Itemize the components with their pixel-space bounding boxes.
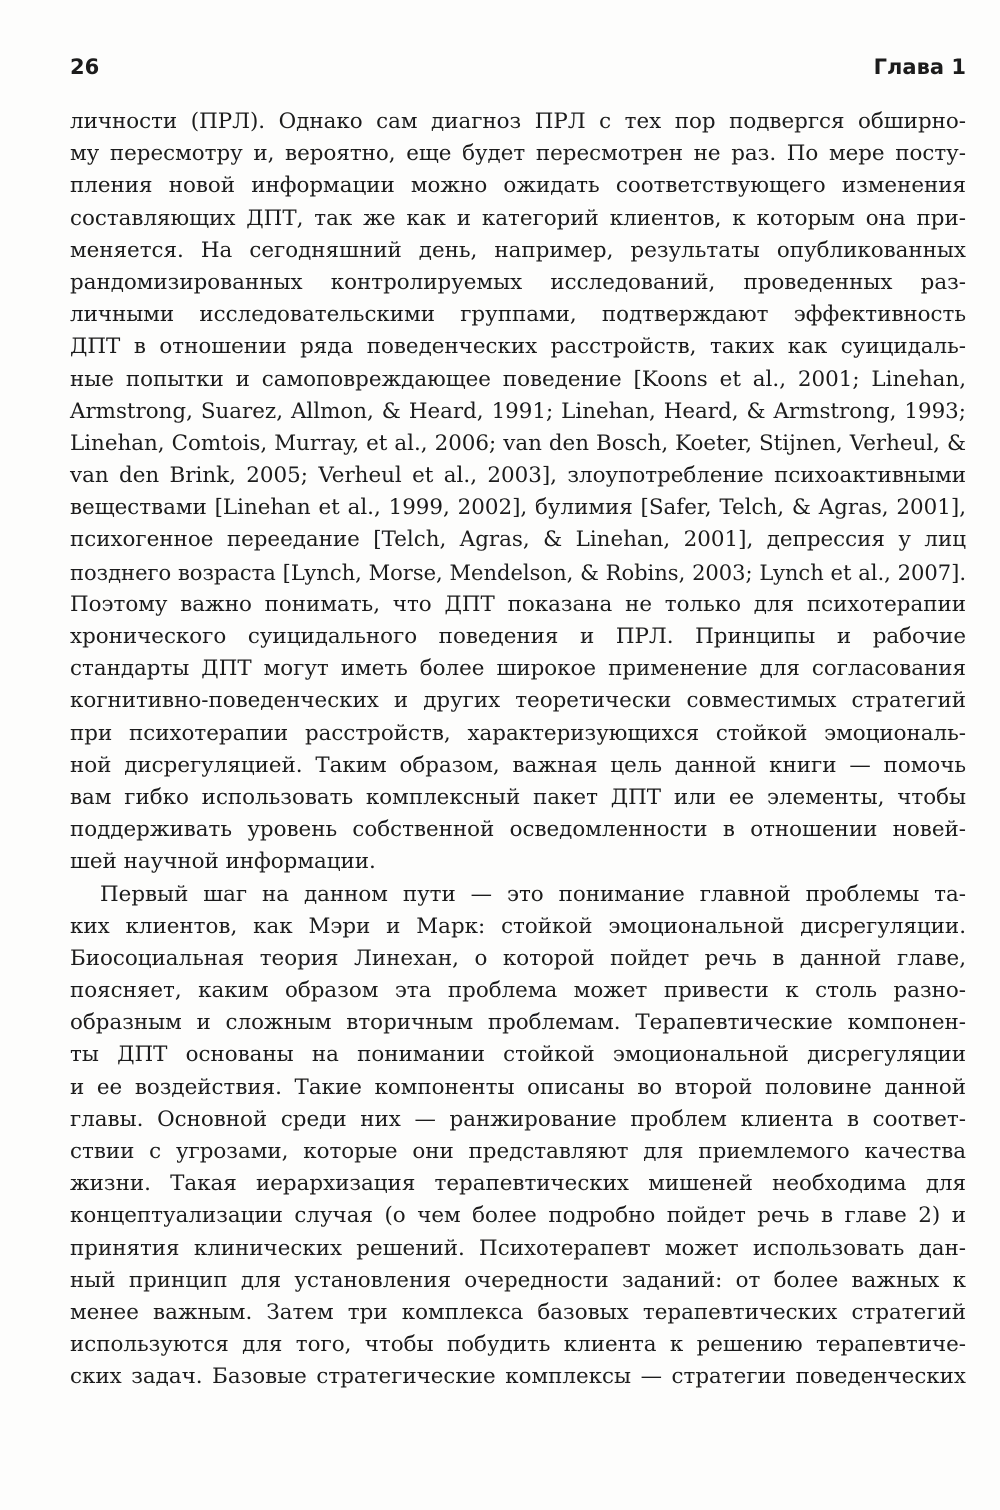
body-text bbox=[70, 106, 966, 1394]
chapter-title: Глава 1 bbox=[873, 55, 966, 79]
text-line: поясняет, каким образом эта проблема может привести к столь разно- bbox=[70, 978, 966, 1004]
page-number: 26 bbox=[70, 55, 100, 79]
text-line: личности (ПРЛ). Однако сам диагноз ПРЛ с тех пор подвергся обширно- bbox=[70, 109, 966, 134]
text-line: van den Brink, 2005; Verheul et al., 2003], злоупотребление психоактивными bbox=[70, 463, 966, 489]
text-line: психогенное переедание [Telch, Agras, & Linehan, 2001], депрессия у лиц bbox=[70, 527, 966, 553]
text-line: Первый шаг на данном пути — это понимание главной проблемы та- bbox=[100, 881, 966, 907]
text-line: меняется. На сегодняшний день, например, результаты опубликованных bbox=[70, 237, 966, 263]
text-line: ДПТ в отношении ряда поведенческих расстройств, таких как суицидаль- bbox=[70, 334, 966, 360]
text-line: главы. Основной среди них — ранжирование проблем клиента в соответ- bbox=[70, 1106, 966, 1132]
text-line: менее важным. Затем три комплекса базовых терапевтических стратегий bbox=[70, 1299, 966, 1325]
text-line: хронического суицидального поведения и ПРЛ. Принципы и рабочие bbox=[70, 624, 966, 649]
text-line: вам гибко использовать комплексный пакет ДПТ или ее элементы, чтобы bbox=[70, 784, 966, 810]
text-line: ные попытки и самоповреждающее поведение [Koons et al., 2001; Linehan, bbox=[70, 366, 966, 392]
text-line: при психотерапии расстройств, характеризующихся стойкой эмоциональ- bbox=[70, 720, 966, 746]
text-line: шей научной информации. bbox=[70, 849, 376, 875]
text-line: рандомизированных контролируемых исследований, проведенных раз- bbox=[70, 269, 966, 295]
text-line: составляющих ДПТ, так же как и категорий клиентов, к которым она при- bbox=[70, 205, 966, 231]
text-line: ты ДПТ основаны на понимании стойкой эмоциональной дисрегуляции bbox=[70, 1042, 966, 1068]
running-head bbox=[70, 50, 966, 84]
text-line: пления новой информации можно ожидать соответствующего изменения bbox=[70, 173, 966, 199]
text-line: ной дисрегуляцией. Таким образом, важная цель данной книги — помочь bbox=[70, 752, 966, 778]
text-line: используются для того, чтобы побудить клиента к решению терапевтиче- bbox=[70, 1332, 966, 1358]
text-line: ких клиентов, как Мэри и Марк: стойкой эмоциональной дисрегуляции. bbox=[70, 913, 966, 939]
text-line: ских задач. Базовые стратегические комплексы — стратегии поведенческих bbox=[70, 1364, 966, 1390]
text-line: позднего возраста [Lynch, Morse, Mendelson, & Robins, 2003; Lynch et al., 2007]. bbox=[70, 559, 966, 585]
text-line: Linehan, Comtois, Murray, et al., 2006; van den Bosch, Koeter, Stijnen, Verheul, & bbox=[70, 430, 966, 456]
text-line: поддерживать уровень собственной осведомленности в отношении новей- bbox=[70, 817, 966, 843]
text-line: образным и сложным вторичным проблемам. Терапевтические компонен- bbox=[70, 1010, 966, 1036]
paragraph-2 bbox=[70, 879, 966, 1394]
text-line: Биосоциальная теория Линехан, о которой пойдет речь в данной главе, bbox=[70, 945, 966, 971]
text-line: принятия клинических решений. Психотерапевт может использовать дан- bbox=[70, 1235, 966, 1261]
text-line: му пересмотру и, вероятно, еще будет пересмотрен не раз. По мере посту- bbox=[70, 141, 966, 167]
text-line: веществами [Linehan et al., 1999, 2002], булимия [Safer, Telch, & Agras, 2001], bbox=[70, 495, 966, 521]
text-line: личными исследовательскими группами, подтверждают эффективность bbox=[70, 302, 966, 328]
text-line: Поэтому важно понимать, что ДПТ показана не только для психотерапии bbox=[70, 591, 966, 617]
text-line: жизни. Такая иерархизация терапевтических мишеней необходима для bbox=[70, 1171, 966, 1197]
text-line: ный принцип для установления очередности заданий: от более важных к bbox=[70, 1267, 966, 1293]
text-line: концептуализации случая (о чем более подробно пойдет речь в главе 2) и bbox=[70, 1203, 966, 1229]
text-line: и ее воздействия. Такие компоненты описаны во второй половине данной bbox=[70, 1074, 966, 1100]
text-line: стандарты ДПТ могут иметь более широкое применение для согласования bbox=[70, 656, 966, 682]
text-line: ствии с угрозами, которые они представляют для приемлемого качества bbox=[70, 1139, 966, 1164]
text-line: когнитивно-поведенческих и других теоретически совместимых стратегий bbox=[70, 688, 966, 714]
paragraph-1 bbox=[70, 106, 966, 879]
text-line: Armstrong, Suarez, Allmon, & Heard, 1991; Linehan, Heard, & Armstrong, 1993; bbox=[70, 398, 966, 424]
